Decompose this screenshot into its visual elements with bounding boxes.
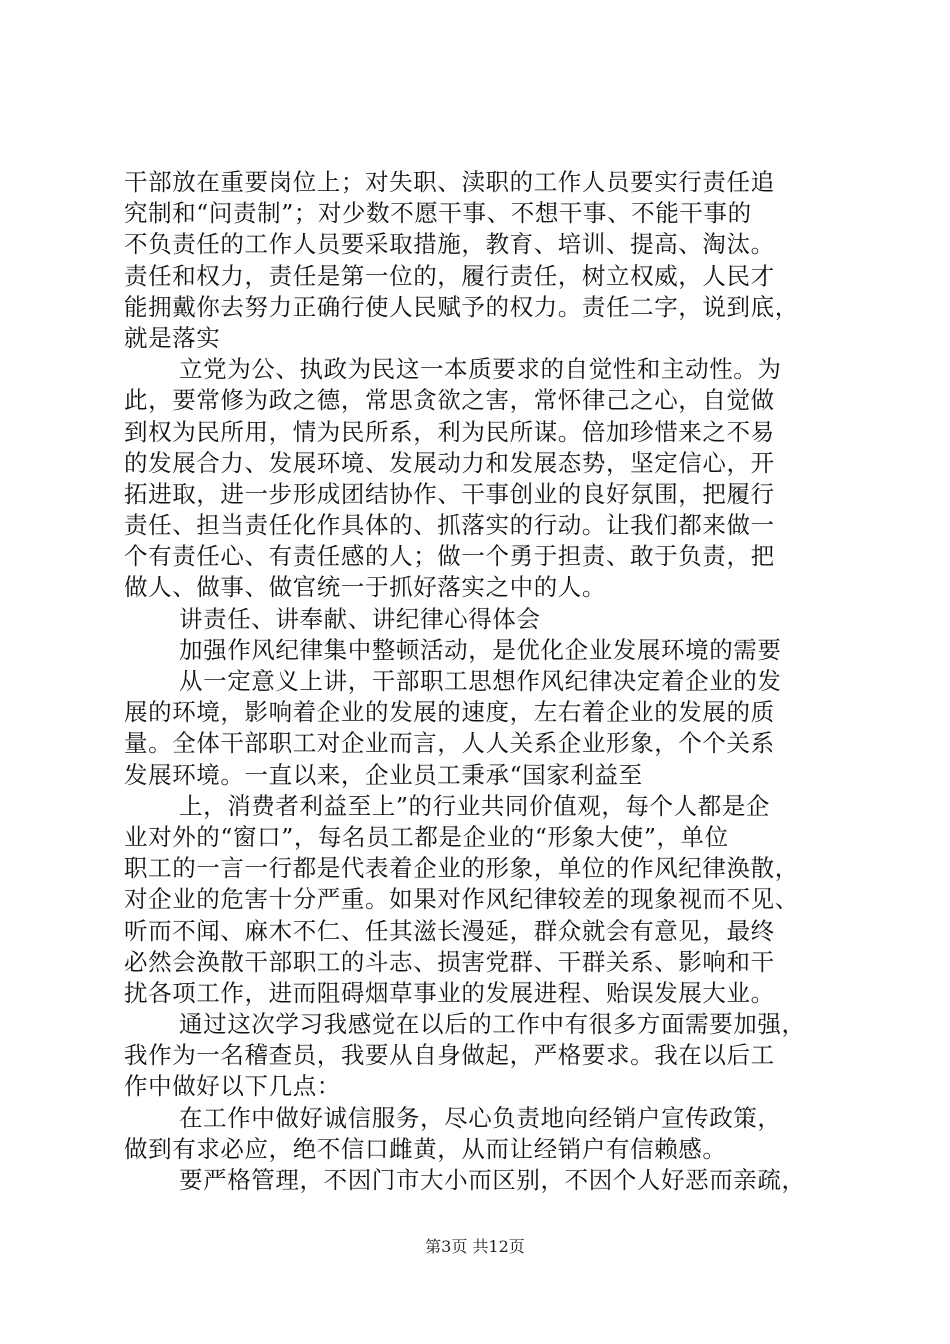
text-line: 要严格管理，不因门市大小而区别，不因个人好恶而亲疏， [179,1166,806,1194]
document-body [124,167,834,1196]
text-line: 的发展合力、发展环境、发展动力和发展态势，坚定信心，开 [124,448,775,477]
text-line: 责任和权力，责任是第一位的，履行责任，树立权威，人民才 [124,261,775,290]
text-line: 到权为民所用，情为民所系，利为民所谋。倍加珍惜来之不易 [124,417,775,446]
text-line: 此，要常修为政之德，常思贪欲之害，常怀律己之心，自觉做 [124,386,775,415]
text-line: 责任、担当责任化作具体的、抓落实的行动。让我们都来做一 [124,511,775,540]
text-line: 立党为公、执政为民这一本质要求的自觉性和主动性。为 [179,355,782,384]
text-line: 做到有求必应，绝不信口雌黄，从而让经销户有信赖感。 [124,1134,727,1163]
text-line: 个有责任心、有责任感的人；做一个勇于担责、敢于负责，把 [124,542,775,571]
text-line: 必然会涣散干部职工的斗志、损害党群、干群关系、影响和干 [124,947,775,976]
text-line: 加强作风纪律集中整顿活动，是优化企业发展环境的需要 [179,635,782,664]
text-line: 做人、做事、做官统一于抓好落实之中的人。 [124,573,606,602]
text-line: 干部放在重要岗位上；对失职、渎职的工作人员要实行责任追 [124,168,775,196]
text-line: 展的环境，影响着企业的发展的速度，左右着企业的发展的质 [124,698,775,727]
text-line: 在工作中做好诚信服务，尽心负责地向经销户宣传政策， [179,1103,782,1132]
text-line: 不负责任的工作人员要采取措施，教育、培训、提高、淘汰。 [124,230,775,259]
text-line: 究制和“问责制”；对少数不愿干事、不想干事、不能干事的 [124,199,752,228]
text-line: 业对外的“窗口”，每名员工都是企业的“形象大使”，单位 [124,822,729,851]
text-line: 作中做好以下几点： [124,1072,341,1101]
text-line: 通过这次学习我感觉在以后的工作中有很多方面需要加强， [179,1010,806,1039]
text-line: 扰各项工作，进而阻碍烟草事业的发展进程、贻误发展大业。 [124,978,775,1007]
text-line: 能拥戴你去努力正确行使人民赋予的权力。责任二字，说到底， [124,292,799,321]
text-line: 从一定意义上讲，干部职工思想作风纪律决定着企业的发 [179,667,782,695]
text-line: 量。全体干部职工对企业而言，人人关系企业形象，个个关系 [124,729,775,758]
text-line: 职工的一言一行都是代表着企业的形象，单位的作风纪律涣散， [124,854,799,883]
text-line: 我作为一名稽查员，我要从自身做起，严格要求。我在以后工 [124,1041,775,1070]
text-line: 听而不闻、麻木不仁、任其滋长漫延，群众就会有意见，最终 [124,916,775,945]
text-line: 讲责任、讲奉献、讲纪律心得体会 [179,604,541,633]
text-line: 发展环境。一直以来，企业员工秉承“国家利益至 [124,760,643,789]
page-footer: 第3页 共12页 [425,1237,525,1256]
text-line: 就是落实 [124,323,221,352]
text-line: 拓进取，进一步形成团结协作、干事创业的良好氛围，把履行 [124,479,775,508]
text-line: 上，消费者利益至上”的行业共同价值观，每个人都是企 [179,791,771,820]
text-line: 对企业的危害十分严重。如果对作风纪律较差的现象视而不见、 [124,885,799,914]
